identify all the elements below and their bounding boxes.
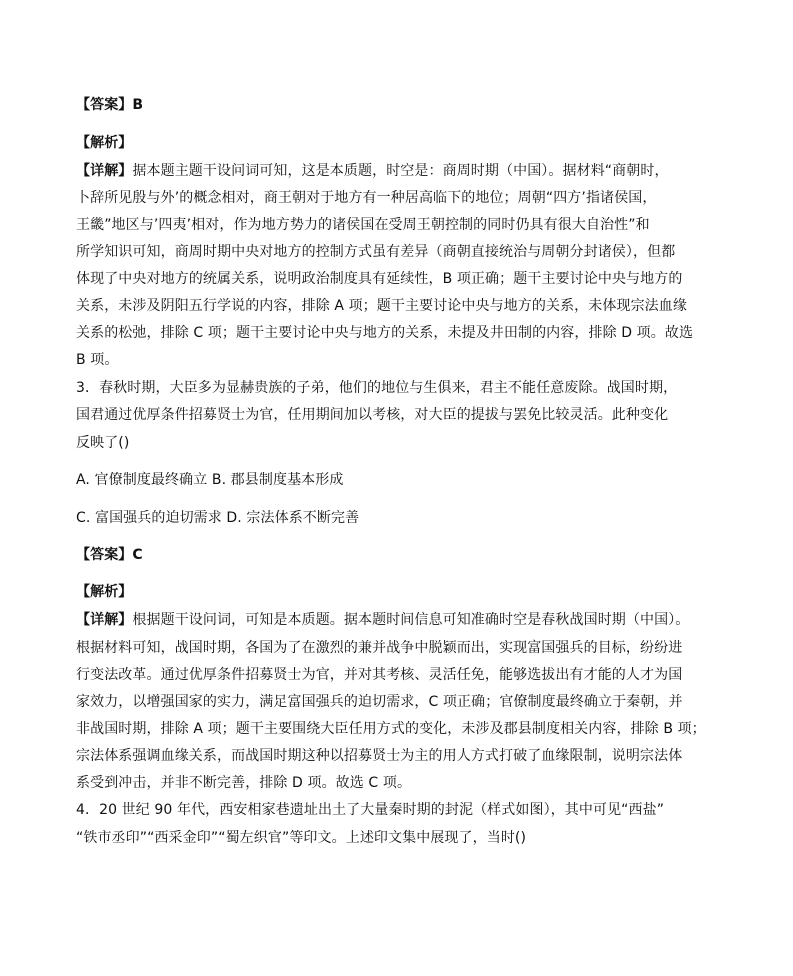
detail-line-6: 关系，未涉及阴阳五行学说的内容，排除 A 项；题干主要讨论中央与地方的关系，未体现宗法血缘 [76, 298, 687, 314]
detail2-line-5: 非战国时期，排除 A 项；题干主要围绕大臣任用方式的变化，未涉及郡县制度相关内容，排除 B 项； [76, 721, 706, 737]
question-4-line-2: “铁市丞印”“西采金印”“蜀左织官”等印文。上述印文集中展现了，当时() [76, 830, 527, 846]
detail2-line-6: 宗法体系强调血缘关系，而战国时期这种以招募贤士为主的用人方式打破了血缘限制，说明宗法体 [76, 748, 683, 764]
detail-label-2: 【详解】 [76, 612, 133, 628]
detail2-line-1 [76, 611, 689, 629]
answer-label-b: 【答案】B [76, 97, 144, 113]
detail2-text: 根据题干设问词，可知是本质题。据本题时间信息可知准确时空是春秋战国时期（中国）。 [132, 612, 690, 628]
analysis-label: 【解析】 [76, 135, 133, 151]
detail-line-5: 体现了中央对地方的统属关系，说明政治制度具有延续性，B 项正确；题干主要讨论中央与地方的 [76, 271, 683, 287]
detail-line-3: 王畿”地区与’四夷’相对，作为地方势力的诸侯国在受周王朝控制的同时仍具有很大自治性”和 [76, 217, 650, 233]
detail2-line-2: 根据材料可知，战国时期，各国为了在激烈的兼并战争中脱颖而出，实现富国强兵的目标，纷纷进 [76, 640, 683, 656]
detail-line-8: B 项。 [76, 352, 119, 368]
question-4-line-1: 4．20 世纪 90 年代，西安相家巷遗址出土了大量秦时期的封泥（样式如图），其中可见“西盐” [76, 802, 665, 818]
detail-text: 据本题主题干设问词可知，这是本质题，时空是：商周时期（中国）。据材料“商朝时， [132, 163, 669, 179]
question-3-options-ab: A. 官僚制度最终确立 B. 郡县制度基本形成 [76, 472, 344, 488]
detail2-line-3: 行变法改革。通过优厚条件招募贤士为官，并对其考核、灵活任免，能够选拔出有才能的人才为国 [76, 667, 683, 683]
question-3-line-1: 3．春秋时期，大臣多为显赫贵族的子弟，他们的地位与生俱来，君主不能任意废除。战国时期， [76, 380, 678, 396]
analysis-label-2: 【解析】 [76, 584, 133, 600]
detail-line-7: 关系的松弛，排除 C 项；题干主要讨论中央与地方的关系，未提及井田制的内容，排除 D 项。故选 [76, 325, 694, 341]
detail-line-4: 所学知识可知，商周时期中央对地方的控制方式虽有差异（商朝直接统治与周朝分封诸侯），但都 [76, 244, 676, 260]
question-3-options-cd: C. 富国强兵的迫切需求 D. 宗法体系不断完善 [76, 510, 360, 526]
answer-label-c: 【答案】C [76, 547, 143, 563]
question-3-line-3: 反映了() [76, 435, 130, 451]
detail-line-2: 卜辞所见殷与外’的概念相对，商王朝对于地方有一种居高临下的地位；周朝“四方’指诸侯国， [76, 190, 657, 206]
detail-label: 【详解】 [76, 163, 133, 179]
question-3-line-2: 国君通过优厚条件招募贤士为官，任用期间加以考核，对大臣的提拔与罢免比较灵活。此种变化 [76, 407, 669, 423]
detail-line-1 [76, 162, 669, 180]
detail2-line-7: 系受到冲击，并非不断完善，排除 D 项。故选 C 项。 [76, 775, 412, 791]
detail2-line-4: 家效力，以增强国家的实力，满足富国强兵的迫切需求，C 项正确；官僚制度最终确立于秦朝，并 [76, 694, 683, 710]
